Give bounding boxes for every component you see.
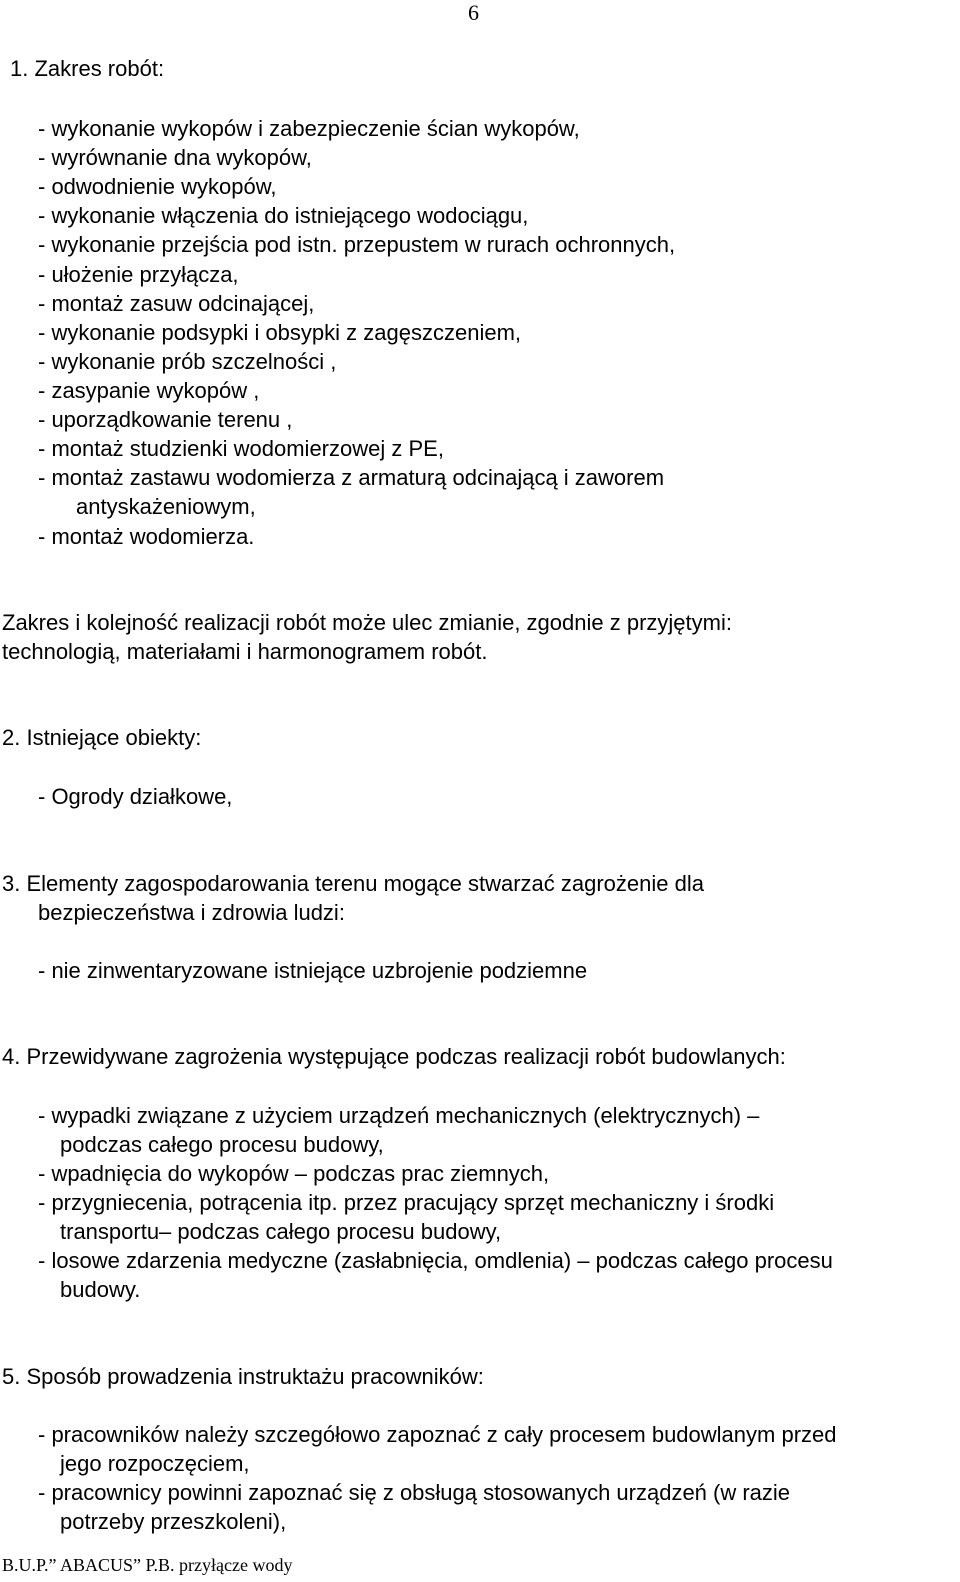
list-item-continuation: jego rozpoczęciem, <box>60 1451 250 1476</box>
list-item: - wykonanie prób szczelności , <box>38 349 337 374</box>
list-item: - wykonanie wykopów i zabezpieczenie ścian wykopów, <box>38 116 580 141</box>
section-3-heading-continuation: bezpieczeństwa i zdrowia ludzi: <box>38 900 345 925</box>
list-item: - wykonanie przejścia pod istn. przepustem w rurach ochronnych, <box>38 232 676 257</box>
section-2-heading: 2. Istniejące obiekty: <box>2 725 202 750</box>
list-item: - pracowników należy szczegółowo zapoznać z cały procesem budowlanym przed <box>38 1422 837 1447</box>
list-item: - wykonanie włączenia do istniejącego wodociągu, <box>38 203 529 228</box>
list-item: - wykonanie podsypki i obsypki z zagęszczeniem, <box>38 320 522 345</box>
list-item-continuation: budowy. <box>60 1277 141 1302</box>
page-footer: B.U.P.” ABACUS” P.B. przyłącze wody <box>2 1555 293 1575</box>
section-1-heading: 1. Zakres robót: <box>10 56 165 81</box>
list-item-continuation: podczas całego procesu budowy, <box>60 1132 384 1157</box>
section-5-heading: 5. Sposób prowadzenia instruktażu pracowników: <box>2 1364 484 1389</box>
list-item: - losowe zdarzenia medyczne (zasłabnięcia, omdlenia) – podczas całego procesu <box>38 1248 833 1273</box>
list-item: - nie zinwentaryzowane istniejące uzbrojenie podziemne <box>38 958 588 983</box>
list-item: - Ogrody działkowe, <box>38 784 233 809</box>
list-item: - wypadki związane z użyciem urządzeń mechanicznych (elektrycznych) – <box>38 1103 760 1128</box>
list-item: - ułożenie przyłącza, <box>38 262 239 287</box>
list-item-continuation: potrzeby przeszkoleni), <box>60 1509 287 1534</box>
page-number: 6 <box>468 0 479 25</box>
list-item: - pracownicy powinni zapoznać się z obsługą stosowanych urządzeń (w razie <box>38 1480 791 1505</box>
list-item: - montaż zastawu wodomierza z armaturą odcinającą i zaworem <box>38 465 665 490</box>
list-item: - przygniecenia, potrącenia itp. przez pracujący sprzęt mechaniczny i środki <box>38 1190 775 1215</box>
section-3-heading: 3. Elementy zagospodarowania terenu mogące stwarzać zagrożenie dla <box>2 871 704 896</box>
list-item: - odwodnienie wykopów, <box>38 174 277 199</box>
section-4-heading: 4. Przewidywane zagrożenia występujące podczas realizacji robót budowlanych: <box>2 1044 786 1069</box>
list-item: - wpadnięcia do wykopów – podczas prac ziemnych, <box>38 1161 550 1186</box>
list-item: - montaż wodomierza. <box>38 524 255 549</box>
list-item: - uporządkowanie terenu , <box>38 407 293 432</box>
scope-note-line: Zakres i kolejność realizacji robót może ulec zmianie, zgodnie z przyjętymi: <box>2 610 732 635</box>
list-item: - montaż zasuw odcinającej, <box>38 291 315 316</box>
list-item-continuation: transportu– podczas całego procesu budowy, <box>60 1219 502 1244</box>
scope-note-line: technologią, materiałami i harmonogramem robót. <box>2 639 488 664</box>
list-item: - wyrównanie dna wykopów, <box>38 145 312 170</box>
list-item: - montaż studzienki wodomierzowej z PE, <box>38 436 444 461</box>
list-item: - zasypanie wykopów , <box>38 378 260 403</box>
list-item-continuation: antyskażeniowym, <box>76 494 256 519</box>
